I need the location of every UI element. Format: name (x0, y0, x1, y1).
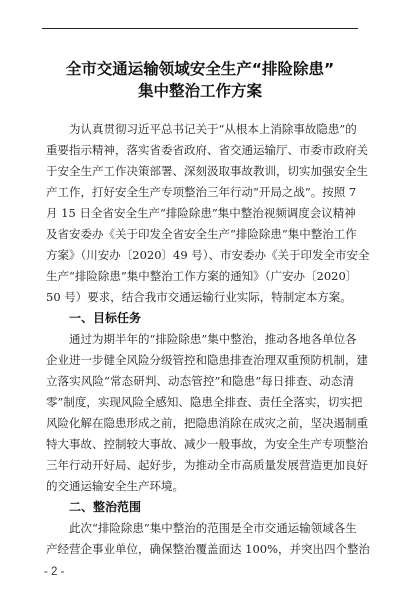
title-line-2: 集中整治工作方案 (137, 82, 262, 100)
intro-line: 为认真贯彻习近平总书记关于“从根本上消除事故隐患”的 (69, 122, 357, 136)
section1-line: 特大事故、控制较大事故、减少一般事故，为安全生产专项整治 (46, 437, 368, 451)
intro-line: 重要指示精神，落实省委省政府、省交通运输厅、市委市政府关 (46, 143, 368, 157)
section2-line: 产经营企事业单位，确保整治覆盖面达 100%，并突出四个整治 (46, 542, 371, 556)
intro-line: 产工作，打好安全生产专项整治三年行动“开局之战”。按照 7 (46, 185, 357, 199)
document-title (40, 58, 360, 102)
section1-line: 企业进一步健全风险分级管控和隐患排查治理双重预防机制，建 (46, 353, 368, 367)
section-heading-scope: 二、整治范围 (69, 500, 142, 514)
intro-line: 及省安委办《关于印发全省安全生产“排险除患”集中整治工作 (46, 227, 357, 241)
intro-line: 生产“排险除患”集中整治工作方案的通知》（广安办〔2020〕 (46, 269, 358, 283)
header-rule (42, 28, 358, 29)
section1-line: 零”制度，实现风险全感知、隐患全排查、责任全落实，切实把 (46, 395, 363, 409)
section1-line: 风险化解在隐患形成之前，把隐患消除在成灾之前，坚决遏制重 (46, 416, 368, 430)
intro-line: 方案》（川安办〔2020〕49 号）、市安委办《关于印发全市安全 (46, 248, 370, 262)
intro-line: 月 15 日全省安全生产“排险除患”集中整治视频调度会议精神 (46, 206, 356, 220)
section1-line: 通过为期半年的“排险除患”集中整治，推动各地各单位各 (69, 332, 357, 346)
section2-line: 此次“排险除患”集中整治的范围是全市交通运输领域各生 (69, 521, 357, 535)
title-line-1: 全市交通运输领域安全生产“排险除患” (65, 60, 335, 78)
section-heading-goals: 一、目标任务 (69, 311, 142, 325)
section1-line: 立落实风险“常态研判、动态管控”和隐患“每日排查、动态清 (46, 374, 354, 388)
section1-line: 三年行动开好局、起好步，为推动全市高质量发展营造更加良好 (46, 458, 368, 472)
intro-line: 50 号）要求，结合我市交通运输行业实际，特制定本方案。 (46, 290, 352, 304)
intro-line: 于安全生产工作决策部署、深刻汲取事故教训，切实加强安全生 (46, 164, 368, 178)
section1-line: 的交通运输安全生产环境。 (46, 479, 184, 493)
page-number: - 2 - (44, 566, 65, 578)
